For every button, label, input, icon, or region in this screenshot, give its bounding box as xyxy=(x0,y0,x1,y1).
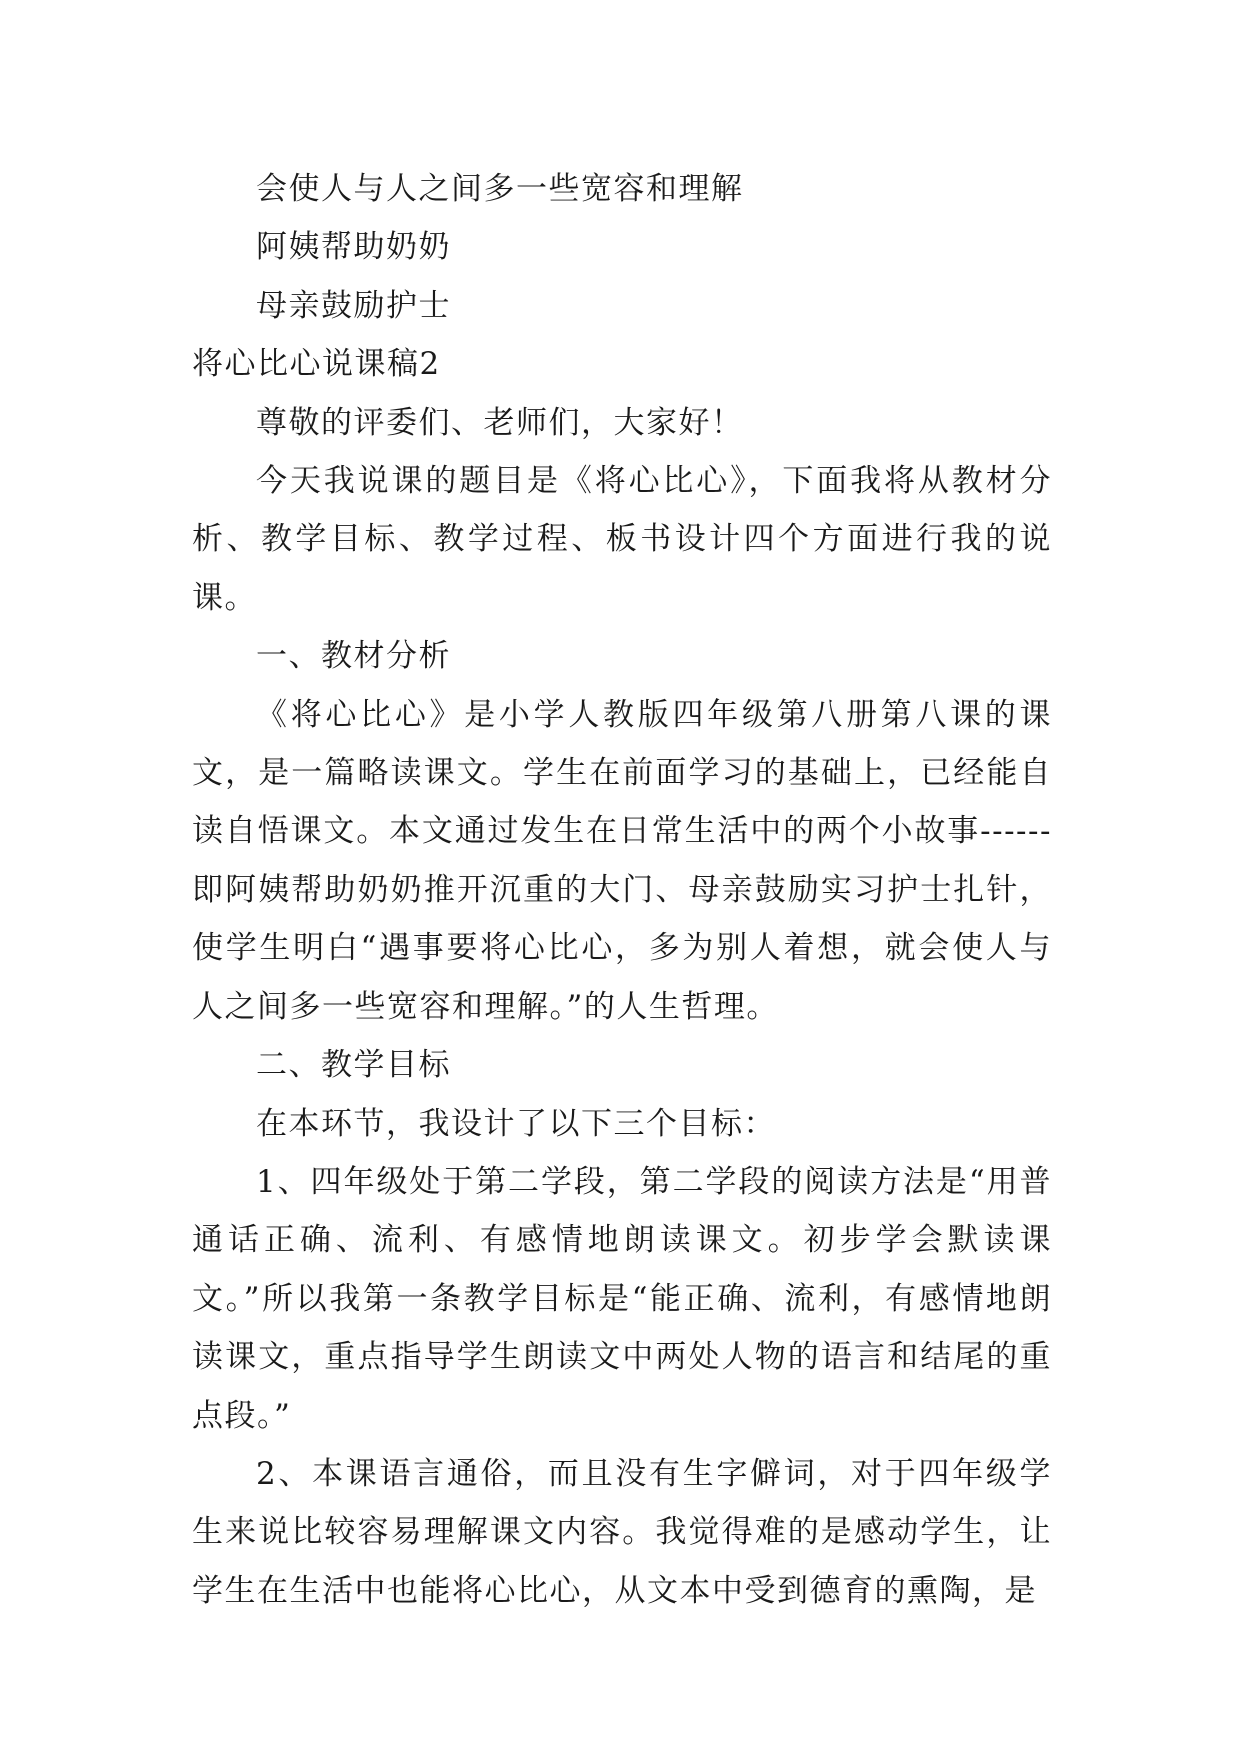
paragraph-closing-line: 会使人与人之间多一些宽容和理解 xyxy=(256,171,744,207)
section-heading-teaching-goals: 二、教学目标 xyxy=(256,1047,451,1084)
section-heading-material-analysis: 一、教材分析 xyxy=(256,638,451,675)
document-title: 将心比心说课稿2 xyxy=(192,346,441,383)
paragraph-goal-2: 2、本课语言通俗，而且没有生字僻词，对于四年级学生来说比较容易理解课文内容。我觉得难的是感动学生，让学生在生活中也能将心比心，从文本中受到德育的熏陶，是 xyxy=(192,1455,1052,1609)
document-body xyxy=(192,160,1052,1620)
paragraph-greeting: 尊敬的评委们、老师们，大家好！ xyxy=(256,404,744,441)
paragraph-goal-1: 1、四年级处于第二学段，第二学段的阅读方法是“用普通话正确、流利、有感情地朗读课文。初步学会默读课文。”所以我第一条教学目标是“能正确、流利，有感情地朗读课文，重点指导学生朗读文中两处人物的语言和结尾的重点段。” xyxy=(192,1163,1052,1434)
paragraph-intro: 今天我说课的题目是《将心比心》，下面我将从教材分析、教学目标、教学过程、板书设计四个方面进行我的说课。 xyxy=(192,463,1052,616)
paragraph-goals-intro: 在本环节，我设计了以下三个目标： xyxy=(256,1105,776,1142)
paragraph-board-item-2: 母亲鼓励护士 xyxy=(256,287,451,324)
paragraph-material-analysis: 《将心比心》是小学人教版四年级第八册第八课的课文，是一篇略读课文。学生在前面学习的基础上，已经能自读自悟课文。本文通过发生在日常生活中的两个小故事------即阿姨帮助奶奶推开沉重的大门、母亲鼓励实习护士扎针，使学生明白“遇事要将心比心，多为别人着想，就会使人与人之间多一些宽容和理解。”的人生哲理。 xyxy=(192,696,1052,1025)
paragraph-board-item-1: 阿姨帮助奶奶 xyxy=(256,229,451,266)
